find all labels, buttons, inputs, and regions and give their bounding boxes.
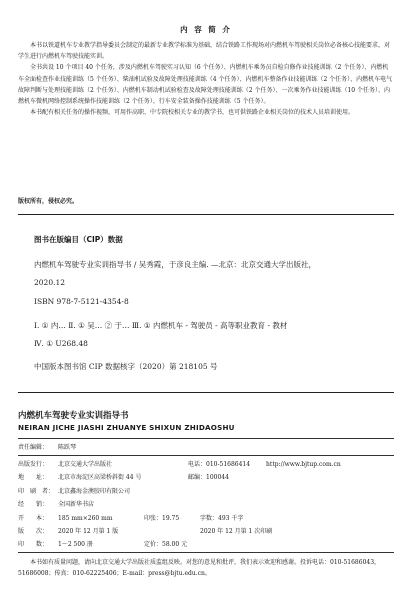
divider bbox=[18, 392, 394, 393]
cip-line: Ⅰ. ① 内… Ⅱ. ① 吴… ② 于… Ⅲ. ① 内燃机车 - 驾驶员 - 高等职业教育 - 教材 bbox=[34, 321, 288, 330]
divider bbox=[18, 438, 394, 439]
editor-row bbox=[18, 442, 76, 451]
cip-isbn: ISBN 978-7-5121-4354-8 bbox=[34, 297, 129, 306]
address: 北京市海淀区高梁桥斜街 44 号 bbox=[58, 474, 142, 481]
distributor-row bbox=[18, 499, 94, 508]
publisher-label: 出版发行： bbox=[18, 461, 49, 468]
summary-paragraph: 本书配有相关任务的操作视频，可用作高职、中专院校相关专业的教学书，也可供铁路企业相关岗位的技术人员培训使用。 bbox=[30, 109, 355, 117]
edition: 2020 年 12 月第 1 版 bbox=[58, 528, 119, 535]
summary-text bbox=[18, 40, 394, 118]
copies-label: 印 数： bbox=[18, 541, 49, 548]
postcode-group bbox=[188, 472, 229, 481]
book-title: 内燃机车驾驶专业实训指导书 bbox=[18, 411, 129, 421]
address-row bbox=[18, 472, 229, 481]
format: 185 mm×260 mm bbox=[58, 515, 113, 522]
address-label: 地 址： bbox=[18, 474, 49, 481]
quality-complaint-note: 本书如有质量问题，请向北京交通大学出版社质监组反映。对您的意见和批评，我们表示欢迎和感谢。投诉电话：010-51686043，51686008；传真：010-62225406；E-mail：press@bjtu.edu.cn。 bbox=[18, 559, 381, 577]
book-title-pinyin: NEIRAN JICHE JIASHI ZHUANYE SHIXUN ZHIDAOSHU bbox=[18, 423, 235, 432]
price: 58.00 元 bbox=[162, 541, 188, 548]
words-group bbox=[200, 513, 243, 522]
words: 493 千字 bbox=[218, 515, 244, 522]
summary-paragraph: 全书共设 10 个项目 40 个任务，涉及内燃机车驾驶实习认知（6 个任务）、内燃机车乘务员自检自修作业技能训练（2 个任务）、内燃机车全面检查作业技能训练（5 个任务）、柴油机试验及故障处理技能训练（4 个任务）、内燃机车整备作业技能训练（2 个任务）、内燃机车电气故障判断与处理技能训练（2 个任务）、内燃机车制动机试验检查及故障处理技能训练（2 个任务）、一次乘务作业技能训练（10 个任务）、内燃机车微机网络控制系统操作技能训练（2 个任务）、行车安全装备操作技能训练（5 个任务）。 bbox=[18, 64, 393, 106]
copies-row bbox=[18, 539, 188, 548]
distributor-label: 经 销： bbox=[18, 501, 49, 508]
publisher-row bbox=[18, 459, 341, 468]
editor-label: 责任编辑： bbox=[18, 444, 49, 451]
divider bbox=[18, 455, 394, 456]
printer-row bbox=[18, 486, 130, 495]
cip-line: 2020.12 bbox=[34, 278, 66, 287]
phone-label: 电话： bbox=[188, 461, 207, 468]
printer: 北京鑫海金澳胶印有限公司 bbox=[58, 488, 131, 495]
edition-label: 版 次： bbox=[18, 528, 49, 535]
sheets-label: 印张： bbox=[144, 515, 163, 522]
phone-group bbox=[188, 459, 341, 468]
summary-paragraph: 本书以铁道机车专业教学指导委员会制定的最新专业教学标准为基础，结合铁路工作现场对内燃机车驾驶相关岗位必备核心技能要求，对学生进行内燃机车驾驶技能实训。 bbox=[18, 42, 391, 61]
cip-line: Ⅳ. ① U268.48 bbox=[34, 339, 88, 348]
divider bbox=[18, 552, 394, 553]
printing: 2020 年 12 月第 1 次印刷 bbox=[200, 528, 273, 535]
cip-record-number: 中国版本图书馆 CIP 数据核字（2020）第 218105 号 bbox=[34, 362, 218, 371]
cip-line: 内燃机车驾驶专业实训指导书 / 吴秀霞，于彦良主编. —北京：北京交通大学出版社， bbox=[34, 260, 317, 269]
edition-row bbox=[18, 526, 273, 535]
price-label: 定价： bbox=[144, 541, 163, 548]
cip-heading: 图书在版编目（CIP）数据 bbox=[34, 235, 123, 244]
words-label: 字数： bbox=[200, 515, 219, 522]
sheets-group bbox=[144, 513, 179, 522]
format-label: 开 本： bbox=[18, 515, 49, 522]
website: http://www.bjtup.com.cn bbox=[266, 461, 341, 468]
sheets: 19.75 bbox=[162, 515, 180, 522]
summary-title: 内 容 简 介 bbox=[180, 25, 232, 34]
postcode-label: 邮编： bbox=[188, 474, 207, 481]
divider bbox=[18, 214, 394, 215]
printer-label: 印 刷 者： bbox=[18, 488, 55, 495]
publisher: 北京交通大学出版社 bbox=[58, 461, 113, 468]
copies: 1～2 500 册 bbox=[58, 541, 93, 548]
price-group bbox=[144, 539, 187, 548]
editor: 陈跃琴 bbox=[58, 444, 77, 451]
copyright-notice: 版权所有，侵权必究。 bbox=[18, 198, 79, 205]
postcode: 100044 bbox=[206, 474, 229, 481]
phone: 010-51686414 bbox=[206, 461, 251, 468]
distributor: 全国新华书店 bbox=[58, 501, 95, 508]
format-row bbox=[18, 513, 244, 522]
